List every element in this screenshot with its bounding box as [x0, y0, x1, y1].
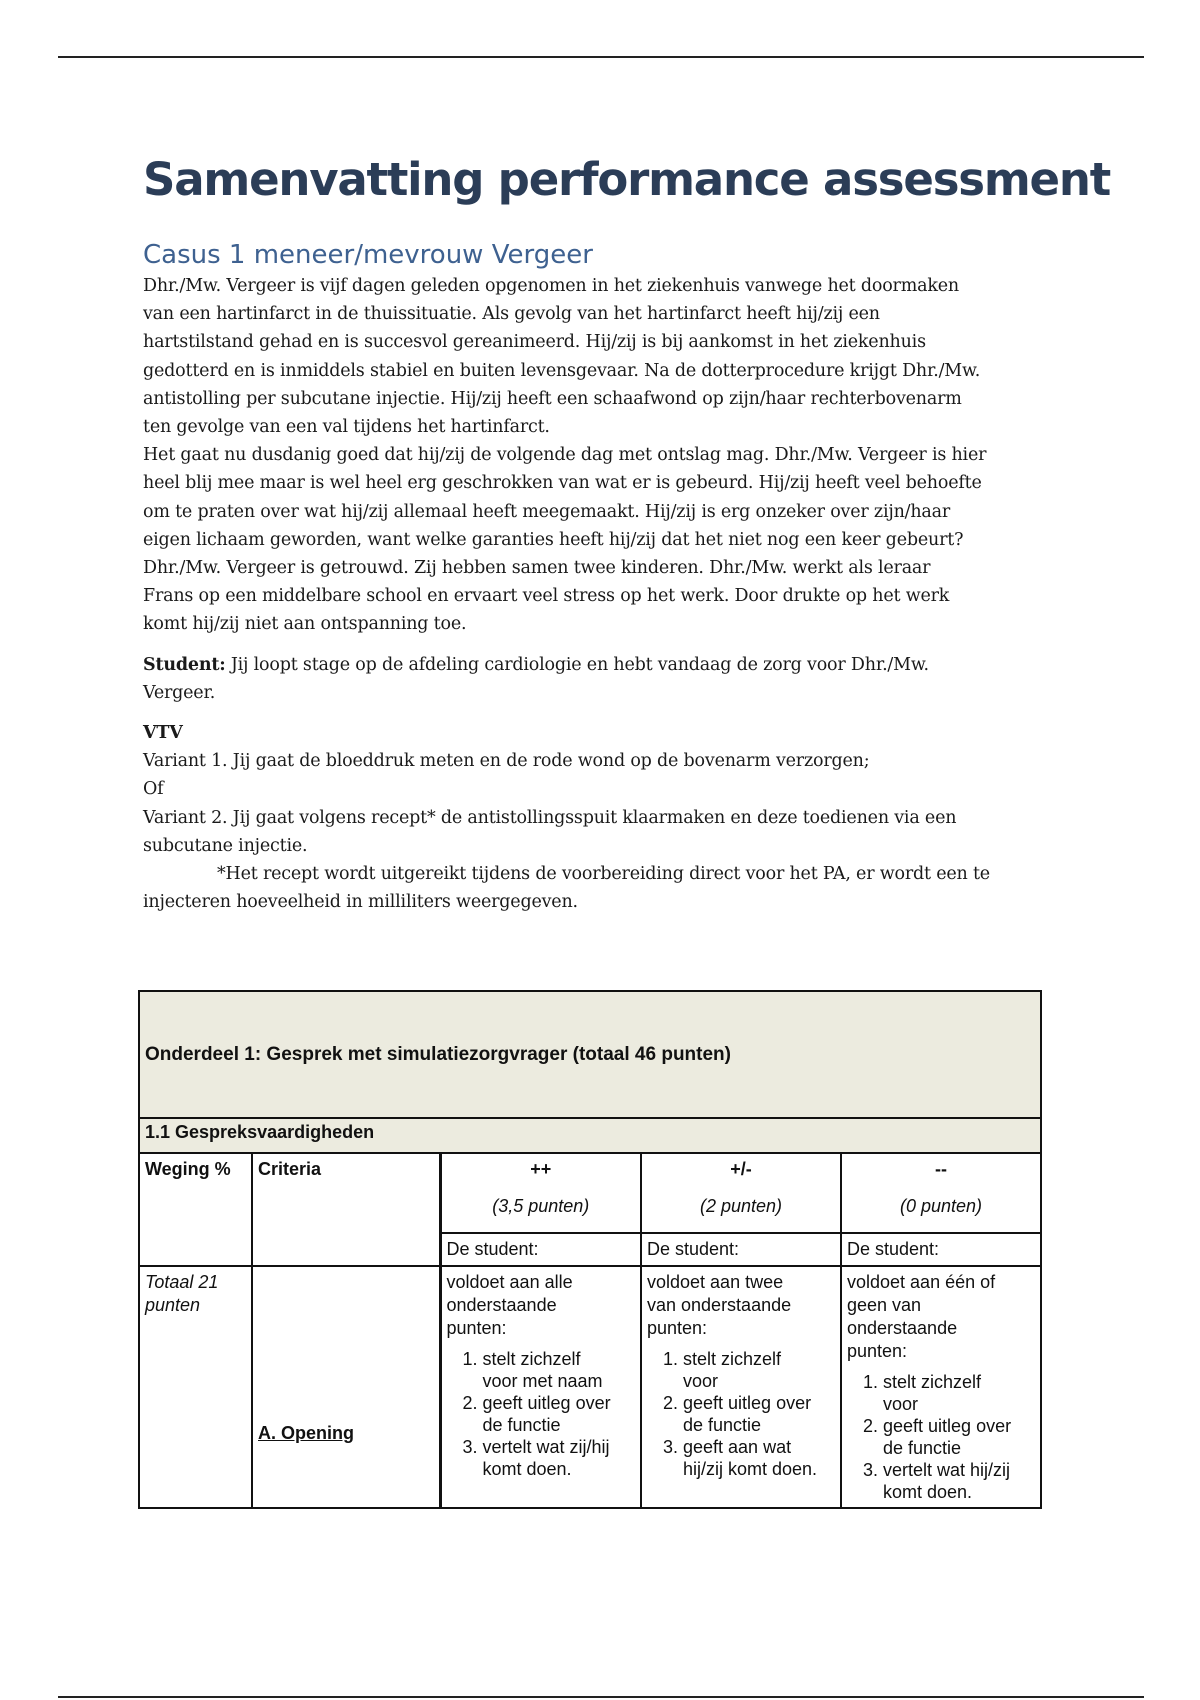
list-item: 2. geeft uitleg over de functie — [483, 1392, 636, 1436]
weging-header: Weging % — [139, 1153, 252, 1266]
de-student-label: De student: — [440, 1233, 641, 1266]
de-student-label: De student: — [841, 1233, 1041, 1266]
case-line: heel blij mee maar is wel heel erg geschrokken van wat er is gebeurd. Hij/zij heeft veel behoefte — [143, 473, 982, 494]
level-header-poor — [841, 1153, 1041, 1233]
case-line: antistolling per subcutane injectie. Hij/zij heeft een schaafwond op zijn/haar rechterbovenarm — [143, 388, 962, 409]
student-line — [143, 651, 1063, 679]
case-line: komt hij/zij niet aan ontspanning toe. — [143, 614, 467, 635]
criterion-level-poor — [841, 1266, 1041, 1508]
case-line: eigen lichaam geworden, want welke garanties heeft hij/zij dat het niet nog een keer gebeurt? — [143, 529, 964, 550]
level-symbol: -- — [935, 1159, 948, 1179]
list-item: 2. geeft uitleg over de functie — [683, 1392, 835, 1436]
footer-rule — [58, 1696, 1144, 1698]
footnote-line: injecteren hoeveelheid in milliliters weergegeven. — [143, 892, 578, 913]
criterion-cell — [252, 1266, 440, 1508]
vtv-line: subcutane injectie. — [143, 835, 308, 856]
criterion-label: A. Opening — [258, 1423, 354, 1443]
list-item: 1. stelt zichzelf voor — [683, 1348, 835, 1392]
section-title: Onderdeel 1: Gesprek met simulatiezorgvrager (totaal 46 punten) — [139, 991, 1041, 1118]
criterion-level-moderate — [641, 1266, 841, 1508]
cell-text: voldoet aan twee — [647, 1272, 784, 1292]
case-line: Het gaat nu dusdanig goed dat hij/zij de volgende dag met ontslag mag. Dhr./Mw. Vergeer is hier — [143, 445, 987, 466]
cell-text: punten: — [647, 1318, 708, 1338]
document-title: Samenvatting performance assessment — [143, 153, 1111, 206]
cell-text: punten: — [446, 1318, 507, 1338]
footnote-line: *Het recept wordt uitgereikt tijdens de voorbereiding direct voor het PA, er wordt een te — [217, 864, 990, 885]
level-symbol: +/- — [730, 1159, 752, 1179]
assessment-rubric-table — [138, 990, 1042, 1509]
de-student-label: De student: — [641, 1233, 841, 1266]
case-line: om te praten over wat hij/zij allemaal heeft meegemaakt. Hij/zij is erg onzeker over zijn/haar — [143, 501, 951, 522]
level-points: (0 punten) — [899, 1196, 983, 1216]
student-paragraph — [143, 651, 1063, 707]
cell-text: voldoet aan alle — [446, 1272, 573, 1292]
level-points: (3,5 punten) — [492, 1196, 590, 1216]
case-description — [143, 272, 1063, 639]
criteria-list — [447, 1348, 636, 1480]
student-label: Student: — [143, 654, 226, 675]
subsection-title: 1.1 Gespreksvaardigheden — [139, 1118, 1041, 1153]
cell-text: geen van — [847, 1295, 922, 1315]
criteria-list — [847, 1371, 1035, 1503]
level-header-moderate — [641, 1153, 841, 1233]
weging-text: punten — [145, 1295, 201, 1315]
vtv-line: Of — [143, 779, 164, 800]
level-symbol: ++ — [530, 1159, 552, 1179]
header-rule — [58, 56, 1144, 58]
list-item: 1. stelt zichzelf voor — [883, 1371, 1035, 1415]
case-line: Frans op een middelbare school en ervaart veel stress op het werk. Door drukte op het werk — [143, 586, 950, 607]
cell-text: punten: — [847, 1341, 908, 1361]
vtv-line: Variant 2. Jij gaat volgens recept* de antistollingsspuit klaarmaken en deze toedienen via een — [143, 807, 957, 828]
criteria-list — [647, 1348, 835, 1480]
cell-text: van onderstaande — [647, 1295, 792, 1315]
student-line: Vergeer. — [143, 682, 216, 703]
table-row — [139, 1266, 1041, 1508]
cell-text: onderstaande — [847, 1318, 958, 1338]
cell-text: onderstaande — [446, 1295, 557, 1315]
student-text: Jij loopt stage op de afdeling cardiologie en hebt vandaag de zorg voor Dhr./Mw. — [225, 654, 929, 675]
case-line: van een hartinfarct in de thuissituatie. Als gevolg van het hartinfarct heeft hij/zij een — [143, 304, 880, 325]
list-item: 1. stelt zichzelf voor met naam — [483, 1348, 636, 1392]
weging-cell — [139, 1266, 252, 1508]
case-line: ten gevolge van een val tijdens het hartinfarct. — [143, 417, 550, 438]
case-line: Dhr./Mw. Vergeer is vijf dagen geleden opgenomen in het ziekenhuis vanwege het doormaken — [143, 276, 959, 296]
case-line: gedotterd en is inmiddels stabiel en buiten levensgevaar. Na de dotterprocedure krijgt Dhr./Mw. — [143, 360, 981, 381]
level-points: (2 punten) — [699, 1196, 783, 1216]
criterion-level-good — [440, 1266, 641, 1508]
vtv-line: Variant 1. Jij gaat de bloeddruk meten en de rode wond op de bovenarm verzorgen; — [143, 751, 870, 772]
list-item: 2. geeft uitleg over de functie — [883, 1415, 1035, 1459]
cell-text: voldoet aan één of — [847, 1272, 996, 1292]
case-line: hartstilstand gehad en is succesvol gereanimeerd. Hij/zij is bij aankomst in het ziekenhuis — [143, 332, 926, 353]
vtv-paragraph — [143, 719, 1063, 916]
list-item: 3. vertelt wat hij/zij komt doen. — [883, 1459, 1035, 1503]
case-heading: Casus 1 meneer/mevrouw Vergeer — [143, 240, 593, 270]
weging-text: Totaal 21 — [145, 1272, 219, 1292]
case-line: Dhr./Mw. Vergeer is getrouwd. Zij hebben samen twee kinderen. Dhr./Mw. werkt als leraar — [143, 558, 931, 579]
list-item: 3. geeft aan wat hij/zij komt doen. — [683, 1436, 835, 1480]
page-content — [143, 140, 1111, 916]
vtv-heading: VTV — [143, 723, 183, 744]
level-header-good — [440, 1153, 641, 1233]
criteria-header: Criteria — [252, 1153, 440, 1266]
list-item: 3. vertelt wat zij/hij komt doen. — [483, 1436, 636, 1480]
